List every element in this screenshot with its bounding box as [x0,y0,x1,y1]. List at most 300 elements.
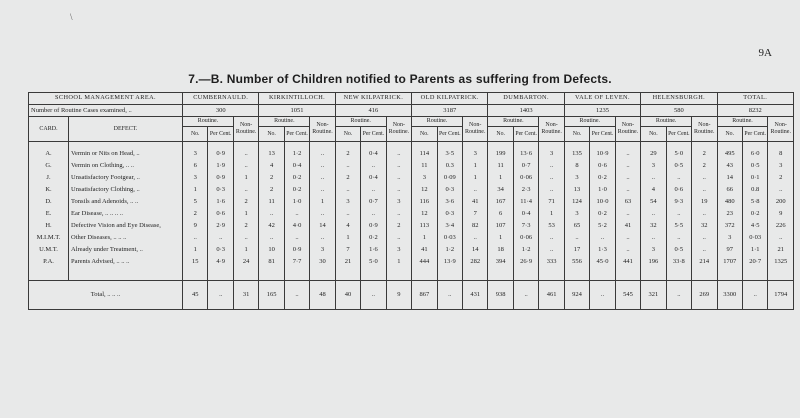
no-header: No. [259,127,284,142]
value-cell: 29 [641,142,666,161]
value-cell: 0·1 [742,172,767,184]
value-cell: 0·6 [666,184,691,196]
area-name: OLD KILPATRICK. [412,93,488,105]
table-row [29,184,794,196]
spacer-cell [183,268,208,281]
value-cell: 0·03 [437,232,462,244]
spacer-cell [488,268,513,281]
value-cell: 5·8 [742,196,767,208]
value-cell: .. [310,160,335,172]
value-cell: 3 [564,208,589,220]
value-cell: 31 [233,281,258,310]
value-cell: 3·6 [437,196,462,208]
value-cell: 3 [768,160,794,172]
routine-header: Routine. [183,117,234,127]
value-cell: 7·3 [513,220,538,232]
value-cell: 20·7 [742,256,767,268]
non-routine-header: Non-Routine. [615,117,640,142]
value-cell: 0·4 [284,160,309,172]
value-cell: 13 [564,184,589,196]
card-code: E. [29,208,69,220]
value-cell: 54 [641,196,666,208]
value-cell: 15 [183,256,208,268]
spacer-cell [564,268,589,281]
value-cell: 0·9 [208,142,233,161]
value-cell: 10 [259,244,284,256]
value-cell: 45 [183,281,208,310]
value-cell: .. [386,160,411,172]
per-cent-header: Per Cent. [208,127,233,142]
table-row [29,256,794,268]
value-cell: 3 [183,172,208,184]
value-cell: .. [539,172,564,184]
cases-value: 416 [335,105,411,117]
no-header: No. [488,127,513,142]
area-name: NEW KILPATRICK. [335,93,411,105]
card-code: D. [29,196,69,208]
value-cell: .. [641,208,666,220]
value-cell: .. [666,281,691,310]
value-cell: 41 [463,196,488,208]
table-row [29,232,794,244]
value-cell: 167 [488,196,513,208]
value-cell: 1 [233,244,258,256]
table-row [29,220,794,232]
value-cell: .. [335,184,360,196]
value-cell: 3 [412,172,437,184]
card-code: U.M.T. [29,244,69,256]
value-cell: 24 [233,256,258,268]
cases-value: 580 [641,105,717,117]
value-cell: 0·3 [437,184,462,196]
value-cell: 17 [564,244,589,256]
value-cell: .. [768,184,794,196]
value-cell: 0·9 [208,172,233,184]
table-body [29,142,794,310]
value-cell: .. [768,232,794,244]
value-cell: 11 [259,196,284,208]
value-cell: .. [692,208,717,220]
value-cell: 32 [641,220,666,232]
value-cell: 9 [768,208,794,220]
value-cell: 0.8 [742,184,767,196]
table-row [29,142,794,161]
value-cell: 1 [310,196,335,208]
value-cell: .. [615,184,640,196]
value-cell: .. [742,281,767,310]
value-cell: 0·4 [361,142,386,161]
value-cell: 0·06 [513,232,538,244]
value-cell: 13 [259,142,284,161]
spacer-cell [386,268,411,281]
value-cell: .. [615,160,640,172]
value-cell: 107 [488,220,513,232]
spacer-cell [437,268,462,281]
value-cell: 0·2 [284,184,309,196]
value-cell: 0·2 [590,172,615,184]
value-cell: 41 [615,220,640,232]
value-cell: 1 [488,172,513,184]
value-cell: 9·3 [666,196,691,208]
value-cell: 1·1 [742,244,767,256]
value-cell: 3 [641,244,666,256]
spacer-cell [233,268,258,281]
value-cell: 4 [335,220,360,232]
value-cell: .. [564,232,589,244]
value-cell: 3·5 [437,142,462,161]
value-cell: 65 [564,220,589,232]
per-cent-header: Per Cent. [437,127,462,142]
per-cent-header: Per Cent. [361,127,386,142]
non-routine-header: Non-Routine. [463,117,488,142]
value-cell: 18 [488,244,513,256]
spacer-cell [29,268,69,281]
defect-name: Tonsils and Adenoids, .. .. [69,196,183,208]
value-cell: 2 [386,220,411,232]
value-cell: .. [284,232,309,244]
value-cell: 10·9 [590,142,615,161]
value-cell: 5·0 [361,256,386,268]
value-cell: 0·3 [208,184,233,196]
value-cell: 1 [539,208,564,220]
per-cent-header: Per Cent. [590,127,615,142]
value-cell: 1 [412,232,437,244]
value-cell: .. [386,208,411,220]
value-cell: 3 [183,142,208,161]
value-cell: .. [539,184,564,196]
value-cell: 34 [488,184,513,196]
value-cell: 1707 [717,256,742,268]
defect-name: Ear Disease, .. .. .. .. [69,208,183,220]
value-cell: .. [335,208,360,220]
page-title: 7.—B. Number of Children notified to Parents as suffering from Defects. [188,72,612,86]
value-cell: 282 [463,256,488,268]
value-cell: 5·5 [666,220,691,232]
defect-name: Already under Treatment, .. [69,244,183,256]
value-cell: .. [463,232,488,244]
value-cell: 199 [488,142,513,161]
value-cell: .. [539,160,564,172]
value-cell: 1 [183,244,208,256]
value-cell: .. [310,184,335,196]
value-cell: 0·03 [742,232,767,244]
value-cell: 32 [692,220,717,232]
value-cell: 0·5 [666,244,691,256]
area-name: KIRKINTILLOCH. [259,93,335,105]
value-cell: .. [284,281,309,310]
value-cell: 495 [717,142,742,161]
value-cell: .. [386,232,411,244]
value-cell: 441 [615,256,640,268]
value-cell: 14 [717,172,742,184]
value-cell: 3 [463,142,488,161]
value-cell: .. [539,232,564,244]
value-cell: 0·6 [208,208,233,220]
value-cell: .. [183,232,208,244]
value-cell: .. [692,172,717,184]
cases-value: 300 [183,105,259,117]
value-cell: .. [539,244,564,256]
value-cell: 2 [692,142,717,161]
value-cell: .. [666,208,691,220]
spacer-cell [590,268,615,281]
value-cell: 1·2 [284,142,309,161]
value-cell: 9 [183,220,208,232]
value-cell: 0·2 [284,172,309,184]
value-cell: 113 [412,220,437,232]
defect-name: Unsatisfactory Footgear, .. [69,172,183,184]
value-cell: 4·5 [742,220,767,232]
value-cell: 1325 [768,256,794,268]
defect-label: DEFECT. [69,117,183,142]
spacer-cell [615,268,640,281]
defect-name: Vermin on Clothing, .. .. [69,160,183,172]
card-code: P.A. [29,256,69,268]
value-cell: 0·4 [361,172,386,184]
area-name: VALE OF LEVEN. [564,93,640,105]
value-cell: 3 [641,160,666,172]
spacer-cell [69,268,183,281]
value-cell: 124 [564,196,589,208]
spacer-cell [513,268,538,281]
non-routine-header: Non-Routine. [386,117,411,142]
value-cell: 1 [233,172,258,184]
value-cell: 0·9 [361,220,386,232]
routine-header: Routine. [641,117,692,127]
defect-name: Unsatisfactory Clothing, .. [69,184,183,196]
value-cell: 14 [310,220,335,232]
value-cell: .. [361,160,386,172]
value-cell: 1·0 [284,196,309,208]
value-cell: 3 [310,244,335,256]
value-cell: 10·0 [590,196,615,208]
value-cell: 30 [310,256,335,268]
value-cell: .. [208,232,233,244]
value-cell: 2 [259,172,284,184]
value-cell: 48 [310,281,335,310]
value-cell: 3 [564,172,589,184]
value-cell: 19 [692,196,717,208]
value-cell: 556 [564,256,589,268]
value-cell: 40 [335,281,360,310]
value-cell: .. [692,184,717,196]
value-cell: 1·6 [361,244,386,256]
value-cell: 1·0 [590,184,615,196]
value-cell: 0·09 [437,172,462,184]
value-cell: .. [310,232,335,244]
value-cell: .. [615,244,640,256]
area-header-row [29,93,794,105]
value-cell: 1 [463,172,488,184]
value-cell: 321 [641,281,666,310]
card-code: G. [29,160,69,172]
spacer-row [29,268,794,281]
table-row [29,160,794,172]
spacer-cell [335,268,360,281]
value-cell: 4 [259,160,284,172]
value-cell: 2 [768,172,794,184]
value-cell: 444 [412,256,437,268]
per-cent-header: Per Cent. [284,127,309,142]
routine-header: Routine. [717,117,768,127]
value-cell: 333 [539,256,564,268]
value-cell: 5·2 [590,220,615,232]
value-cell: 71 [539,196,564,208]
value-cell: 1 [335,232,360,244]
value-cell: 2·3 [513,184,538,196]
value-cell: 2·9 [208,220,233,232]
no-header: No. [641,127,666,142]
value-cell: 1·9 [208,160,233,172]
routine-header-row [29,117,794,127]
value-cell: 0·5 [742,160,767,172]
value-cell: 372 [717,220,742,232]
value-cell: 2 [259,184,284,196]
value-cell: 14 [463,244,488,256]
value-cell: 2 [183,208,208,220]
cases-label: Number of Routine Cases examined, .. [29,105,183,117]
no-header: No. [183,127,208,142]
value-cell: 1·2 [437,244,462,256]
value-cell: 2 [233,220,258,232]
value-cell: .. [233,142,258,161]
value-cell: .. [615,172,640,184]
value-cell: 461 [539,281,564,310]
spacer-cell [539,268,564,281]
routine-header: Routine. [488,117,539,127]
value-cell: 1·2 [513,244,538,256]
value-cell: 3 [335,196,360,208]
value-cell: 13·9 [437,256,462,268]
value-cell: .. [233,160,258,172]
value-cell: 394 [488,256,513,268]
value-cell: 7·7 [284,256,309,268]
total-label: Total, .. .. .. [29,281,183,310]
value-cell: 42 [259,220,284,232]
value-cell: 26·9 [513,256,538,268]
value-cell: 43 [717,160,742,172]
value-cell: 97 [717,244,742,256]
card-code: M.I.M.T. [29,232,69,244]
value-cell: .. [463,184,488,196]
value-cell: 0·4 [513,208,538,220]
value-cell: 4 [641,184,666,196]
value-cell: 1794 [768,281,794,310]
area-name: TOTAL. [717,93,793,105]
area-name: HELENSBURGH. [641,93,717,105]
value-cell: 3 [386,196,411,208]
value-cell: 11·4 [513,196,538,208]
value-cell: 0·2 [361,232,386,244]
value-cell: .. [590,281,615,310]
cases-row [29,105,794,117]
value-cell: 1·3 [590,244,615,256]
table-row [29,244,794,256]
value-cell: 66 [717,184,742,196]
area-name: CUMBERNAULD. [183,93,259,105]
value-cell: .. [666,232,691,244]
value-cell: .. [233,184,258,196]
cases-value: 1051 [259,105,335,117]
non-routine-header: Non-Routine. [233,117,258,142]
table-row [29,208,794,220]
value-cell: .. [310,142,335,161]
value-cell: 0·3 [437,208,462,220]
value-cell: 4·9 [208,256,233,268]
spacer-cell [692,268,717,281]
spacer-cell [742,268,767,281]
routine-header: Routine. [259,117,310,127]
value-cell: .. [666,172,691,184]
value-cell: 7 [335,244,360,256]
non-routine-header: Non-Routine. [310,117,335,142]
spacer-cell [208,268,233,281]
spacer-cell [666,268,691,281]
non-routine-header: Non-Routine. [539,117,564,142]
value-cell: 21 [335,256,360,268]
no-header: No. [564,127,589,142]
value-cell: 6 [183,160,208,172]
value-cell: 116 [412,196,437,208]
value-cell: 63 [615,196,640,208]
value-cell: 5·0 [666,142,691,161]
value-cell: 3300 [717,281,742,310]
spacer-cell [361,268,386,281]
value-cell: 1 [386,256,411,268]
value-cell: 41 [412,244,437,256]
non-routine-header: Non-Routine. [768,117,794,142]
card-code: K. [29,184,69,196]
value-cell: 33·8 [666,256,691,268]
value-cell: 1·6 [208,196,233,208]
spacer-cell [768,268,794,281]
value-cell: 11 [412,160,437,172]
value-cell: 226 [768,220,794,232]
value-cell: 13·6 [513,142,538,161]
value-cell: .. [208,281,233,310]
value-cell: 1 [183,184,208,196]
value-cell: 0·3 [208,244,233,256]
value-cell: 545 [615,281,640,310]
no-header: No. [717,127,742,142]
spacer-cell [412,268,437,281]
card-code: A. [29,142,69,161]
spacer-cell [284,268,309,281]
non-routine-header: Non-Routine. [692,117,717,142]
spacer-cell [641,268,666,281]
value-cell: 0·2 [742,208,767,220]
value-cell: .. [259,208,284,220]
value-cell: 1 [488,232,513,244]
routine-header: Routine. [335,117,386,127]
value-cell: .. [615,142,640,161]
per-cent-header: Per Cent. [666,127,691,142]
value-cell: 200 [768,196,794,208]
routine-header: Routine. [564,117,615,127]
total-row [29,281,794,310]
value-cell: 924 [564,281,589,310]
value-cell: .. [513,281,538,310]
value-cell: 196 [641,256,666,268]
value-cell: 3 [386,244,411,256]
area-name: DUMBARTON. [488,93,564,105]
value-cell: 2 [233,196,258,208]
value-cell: 1 [463,160,488,172]
value-cell: .. [692,232,717,244]
value-cell: 135 [564,142,589,161]
value-cell: 45·0 [590,256,615,268]
value-cell: 9 [386,281,411,310]
